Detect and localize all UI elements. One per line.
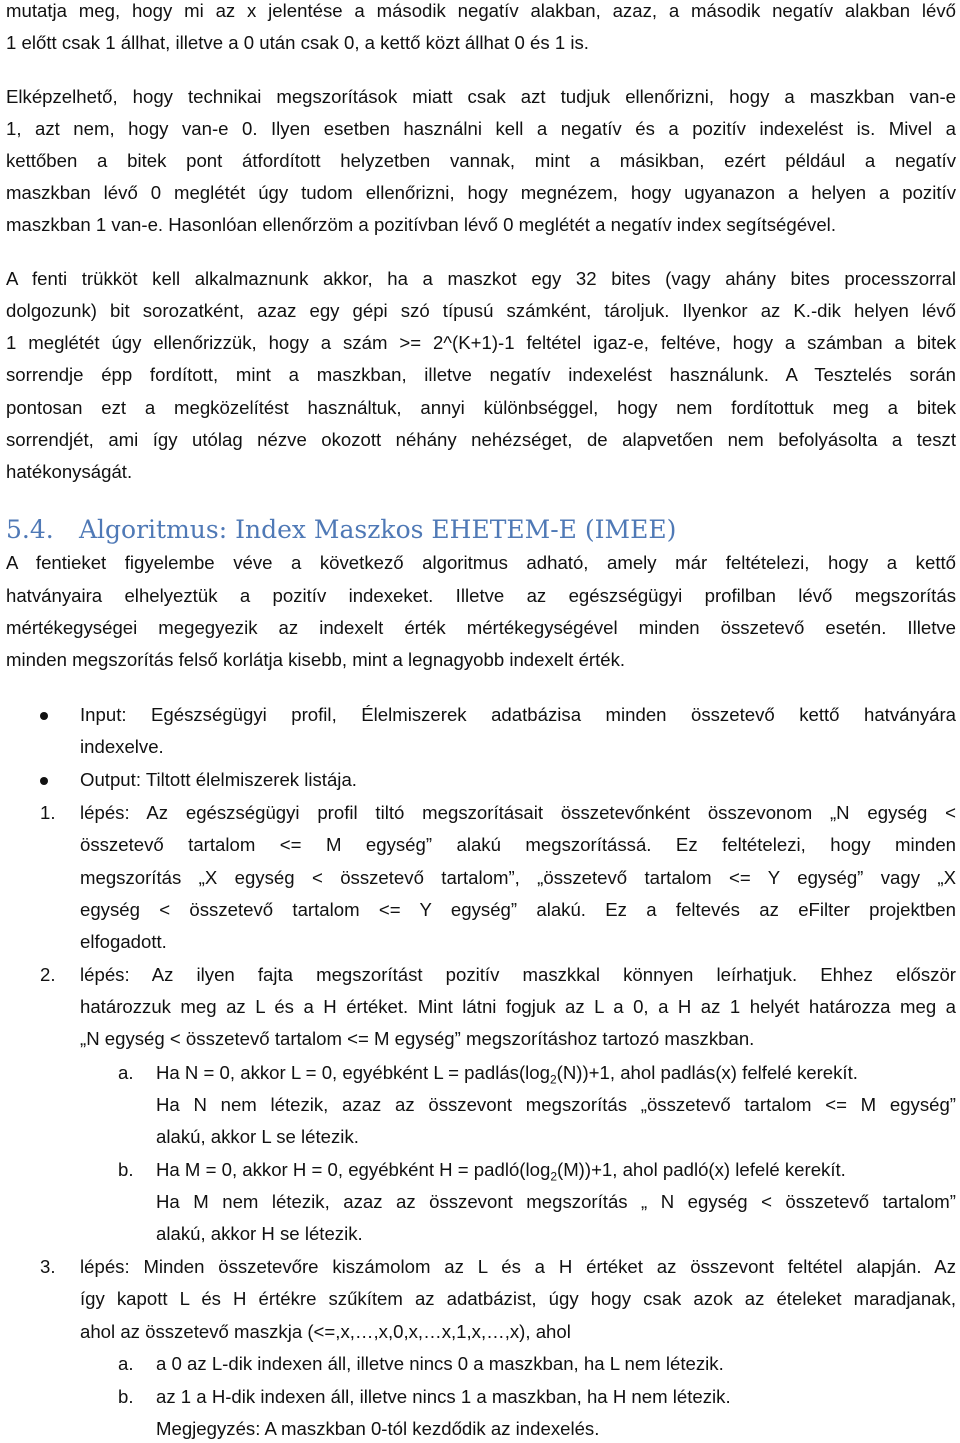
section-heading xyxy=(6,514,676,546)
para4-line-4: minden megszorítás felső korlátja kisebb, mint a legnagyobb indexelt érték. xyxy=(6,649,626,670)
step2a-line-3: alakú, akkor L se létezik. xyxy=(156,1126,359,1147)
bullet1-line-1: Input: Egészségügyi profil, Élelmiszerek adatbázisa minden összetevő kettő hatványára xyxy=(80,704,956,725)
step2b-subscript: 2 xyxy=(550,1169,557,1184)
bullet1-line-2: indexelve. xyxy=(80,736,164,757)
bullet2-line-1: Output: Tiltott élelmiszerek listája. xyxy=(80,769,357,790)
step3-line-3: ahol az összetevő maszkja (<=,x,…,x,0,x,…x,1,x,…,x), ahol xyxy=(80,1321,571,1342)
step1-line-5: elfogadott. xyxy=(80,931,167,952)
step1-number: 1. xyxy=(40,802,56,823)
step1-line-3: megszorítás „X egység < összetevő tartalom”, „összetevő tartalom <= Y egység” vagy „X xyxy=(80,867,956,888)
step2-line-1: lépés: Az ilyen fajta megszorítást pozitív maszkkal könnyen leírhatjuk. Ehhez először xyxy=(80,964,956,985)
para2-line-1: Elképzelhető, hogy technikai megszorítások miatt csak azt tudjuk ellenőrizni, hogy a maszkban van-e xyxy=(6,86,956,107)
step2-line-3: „N egység < összetevő tartalom <= M egység” megszorításhoz tartozó maszkban. xyxy=(80,1028,755,1049)
para3-line-7: hatékonyságát. xyxy=(6,461,133,482)
step1-line-4: egység < összetevő tartalom <= Y egység” alakú. Ez a feltevés az eFilter projektben xyxy=(80,899,956,920)
step2b-line-2: Ha M nem létezik, azaz az összevont megszorítás „ N egység < összetevő tartalom” xyxy=(156,1191,956,1212)
para3-line-1: A fenti trükköt kell alkalmaznunk akkor, ha a maszkot egy 32 bites (vagy ahány bites processzorral xyxy=(6,268,956,289)
para4-line-1: A fentieket figyelembe véve a következő algoritmus adható, amely már feltételezi, hogy a kettő xyxy=(6,552,956,573)
step3-line-2: így kapott L és H értékre szűkítem az adatbázist, úgy hogy csak azok az ételeket maradjanak, xyxy=(80,1288,956,1309)
para2-line-5: maszkban 1 van-e. Hasonlóan ellenőrzöm a pozitívban lévő 0 meglétét a negatív index segítségével. xyxy=(6,214,836,235)
step3-line-1: lépés: Minden összetevőre kiszámolom az L és a H értéket az összevont feltétel alapján. Az xyxy=(80,1256,956,1277)
step2b-text-post: (M))+1, ahol padló(x) lefelé kerekít. xyxy=(557,1159,846,1180)
para3-line-6: sorrendjét, ami így utólag nézve okozott néhány nehézséget, de alapvetően nem befolyásolta a teszt xyxy=(6,429,956,450)
step2a-text-post: (N))+1, ahol padlás(x) felfelé kerekít. xyxy=(556,1062,858,1083)
step2b-text-pre: Ha M = 0, akkor H = 0, egyébként H = padló(log xyxy=(156,1159,551,1180)
step2b-marker: b. xyxy=(118,1159,134,1180)
bullet-dot-icon xyxy=(40,712,48,720)
para3-line-5: pontosan ezt a megközelítést használtuk, annyi különbséggel, hogy nem fordítottuk meg a bitek xyxy=(6,397,956,418)
para2-line-4: maszkban lévő 0 meglétét úgy tudom ellenőrizni, hogy megnézem, hogy ugyanazon a helyen a pozitív xyxy=(6,182,956,203)
para3-line-3: 1 meglétét úgy ellenőrizzük, hogy a szám >= 2^(K+1)-1 feltétel igaz-e, feltéve, hogy a számban a bitek xyxy=(6,332,956,353)
para2-line-3: kettőben a bitek pont átfordított helyzetben vannak, mint a másikban, ezért például a negatív xyxy=(6,150,956,171)
para4-line-3: mértékegységei megegyezik az indexelt érték mértékegységével minden összetevő esetén. Illetve xyxy=(6,617,956,638)
step2a-line-2: Ha N nem létezik, azaz az összevont megszorítás „összetevő tartalom <= M egység” xyxy=(156,1094,956,1115)
para1-line-1: mutatja meg, hogy mi az x jelentése a második negatív alakban, azaz, a második negatív alakban lévő xyxy=(6,0,956,21)
step2a-line-1 xyxy=(156,1061,858,1085)
step1-line-2: összetevő tartalom <= M egység” alakú megszorítássá. Ez feltételezi, hogy minden xyxy=(80,834,956,855)
step3b-text: az 1 a H-dik indexen áll, illetve nincs 1 a maszkban, ha H nem létezik. xyxy=(156,1386,731,1407)
section-title: Algoritmus: Index Maszkos EHETEM-E (IMEE) xyxy=(79,515,677,544)
step2-line-2: határozzuk meg az L és a H értéket. Mint látni fogjuk az L a 0, a H az 1 helyét határozza meg a xyxy=(80,996,956,1017)
step3b-marker: b. xyxy=(118,1386,134,1407)
step3-note: Megjegyzés: A maszkban 0-tól kezdődik az indexelés. xyxy=(156,1418,600,1439)
step3a-marker: a. xyxy=(118,1353,134,1374)
step2a-subscript: 2 xyxy=(549,1072,557,1087)
para2-line-2: 1, azt nem, hogy van-e 0. Ilyen esetben használni kell a negatív és a pozitív indexelést is. Mivel a xyxy=(6,118,956,139)
step3a-text: a 0 az L-dik indexen áll, illetve nincs 0 a maszkban, ha L nem létezik. xyxy=(156,1353,724,1374)
step2b-line-1 xyxy=(156,1158,846,1182)
step3-number: 3. xyxy=(40,1256,56,1277)
step2a-marker: a. xyxy=(118,1062,134,1083)
step2a-text-pre: Ha N = 0, akkor L = 0, egyébként L = padlás(log xyxy=(156,1062,550,1083)
section-number: 5.4. xyxy=(6,515,54,544)
bullet-dot-icon xyxy=(40,777,48,785)
step1-line-1: lépés: Az egészségügyi profil tiltó megszorításait összetevőnként összevonom „N egység < xyxy=(80,802,956,823)
step2-number: 2. xyxy=(40,964,56,985)
para3-line-4: sorrendje épp fordított, mint a maszkban, illetve negatív indexelést használunk. A Tesztelés során xyxy=(6,364,956,385)
step2b-line-3: alakú, akkor H se létezik. xyxy=(156,1223,363,1244)
para3-line-2: dolgozunk) bit sorozatként, azaz egy gépi szó típusú számként, tároljuk. Ilyenkor az K.-dik helyen lévő xyxy=(6,300,956,321)
para4-line-2: hatványaira elhelyeztük a pozitív indexeket. Illetve az egészségügyi profilban lévő megszorítás xyxy=(6,585,956,606)
para1-line-2: 1 előtt csak 1 állhat, illetve a 0 után csak 0, a kettő közt állhat 0 és 1 is. xyxy=(6,32,589,53)
